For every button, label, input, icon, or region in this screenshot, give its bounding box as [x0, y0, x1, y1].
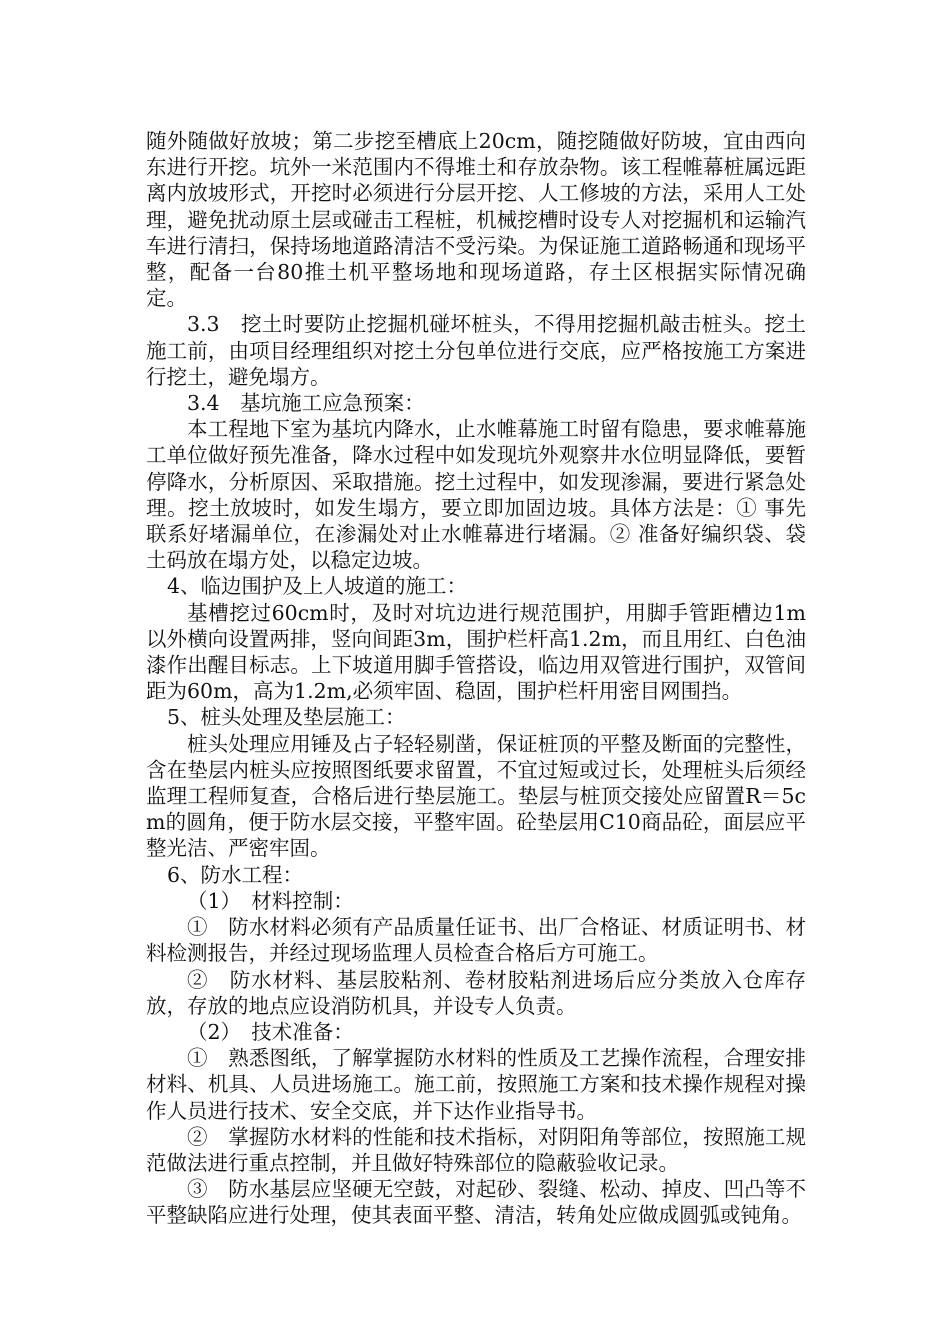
- paragraph-guardrail: 基槽挖过60cm时，及时对坑边进行规范围护，用脚手管距槽边1m以外横向设置两排，竖向间距3m，围护栏杆高1.2m，而且用红、白色油漆作出醒目标志。上下坡道用脚手管搭设，临边用双管进行围护，双管间距为60m，高为1.2m,必须牢固、稳固，围护栏杆用密目网围挡。: [146, 600, 806, 704]
- heading-section-4: 4、临边围护及上人坡道的施工：: [167, 574, 468, 599]
- list-item-material-1: ① 防水材料必须有产品质量任证书、出厂合格证、材质证明书、材料检测报告，并经过现场监理人员检查合格后方可施工。: [146, 915, 806, 966]
- subheading-material-control: （1） 材料控制：: [187, 888, 354, 913]
- list-item-tech-3: ③ 防水基层应坚硬无空鼓，对起砂、裂缝、松动、掉皮、凹凸等不平整缺陷应进行处理，使其表面平整、清洁，转角处应做成圆弧或钝角。: [146, 1177, 806, 1228]
- heading-section-5: 5、桩头处理及垫层施工：: [167, 705, 406, 730]
- list-item-material-2: ② 防水材料、基层胶粘剂、卷材胶粘剂进场后应分类放入仓库存放，存放的地点应设消防机具，并设专人负责。: [146, 967, 806, 1018]
- paragraph-3-3: 3.3 挖土时要防止挖掘机碰坏桩头，不得用挖掘机敲击桩头。挖土施工前，由项目经理组织对挖土分包单位进行交底，应严格按施工方案进行挖土，避免塌方。: [146, 312, 806, 389]
- paragraph-pile-head: 桩头处理应用锤及占子轻轻剔凿，保证桩顶的平整及断面的完整性，含在垫层内桩头应按照图纸要求留置，不宜过短或过长，处理桩头后须经监理工程师复查，合格后进行垫层施工。垫层与桩顶交接处应留置R＝5cm的圆角，便于防水层交接，平整牢固。砼垫层用C10商品砼，面层应平整光洁、严密牢固。: [146, 731, 806, 861]
- list-item-tech-1: ① 熟悉图纸，了解掌握防水材料的性质及工艺操作流程，合理安排材料、机具、人员进场施工。施工前，按照施工方案和技术操作规程对操作人员进行技术、安全交底，并下达作业指导书。: [146, 1046, 806, 1123]
- paragraph-emergency-plan: 本工程地下室为基坑内降水，止水帷幕施工时留有隐患，要求帷幕施工单位做好预先准备，降水过程中如发现坑外观察井水位明显降低，要暂停降水，分析原因、采取措施。挖土过程中，如发现渗漏，要进行紧急处理。挖土放坡时，如发生塌方，要立即加固边坡。具体方法是：① 事先联系好堵漏单位，在渗漏处对止水帷幕进行堵漏。② 准备好编织袋、袋土码放在塌方处，以稳定边坡。: [146, 417, 806, 573]
- subheading-technical-prep: （2） 技术准备：: [187, 1019, 354, 1044]
- heading-section-6: 6、防水工程：: [167, 862, 304, 887]
- paragraph-continuation: 随外随做好放坡；第二步挖至槽底上20cm，随挖随做好防坡，宜由西向东进行开挖。坑外一米范围内不得堆土和存放杂物。该工程帷幕桩属远距离内放坡形式，开挖时必须进行分层开挖、人工修坡的方法，采用人工处理，避免扰动原土层或碰击工程桩，机械挖槽时设专人对挖掘机和运输汽车进行清扫，保持场地道路清洁不受污染。为保证施工道路畅通和现场平整，配备一台80推土机平整场地和现场道路，存土区根据实际情况确定。: [146, 129, 806, 311]
- document-body: [146, 128, 806, 1229]
- heading-3-4: 3.4 基坑施工应急预案：: [187, 391, 425, 416]
- list-item-tech-2: ② 掌握防水材料的性能和技术指标，对阴阳角等部位，按照施工规范做法进行重点控制，并且做好特殊部位的隐蔽验收记录。: [146, 1124, 806, 1175]
